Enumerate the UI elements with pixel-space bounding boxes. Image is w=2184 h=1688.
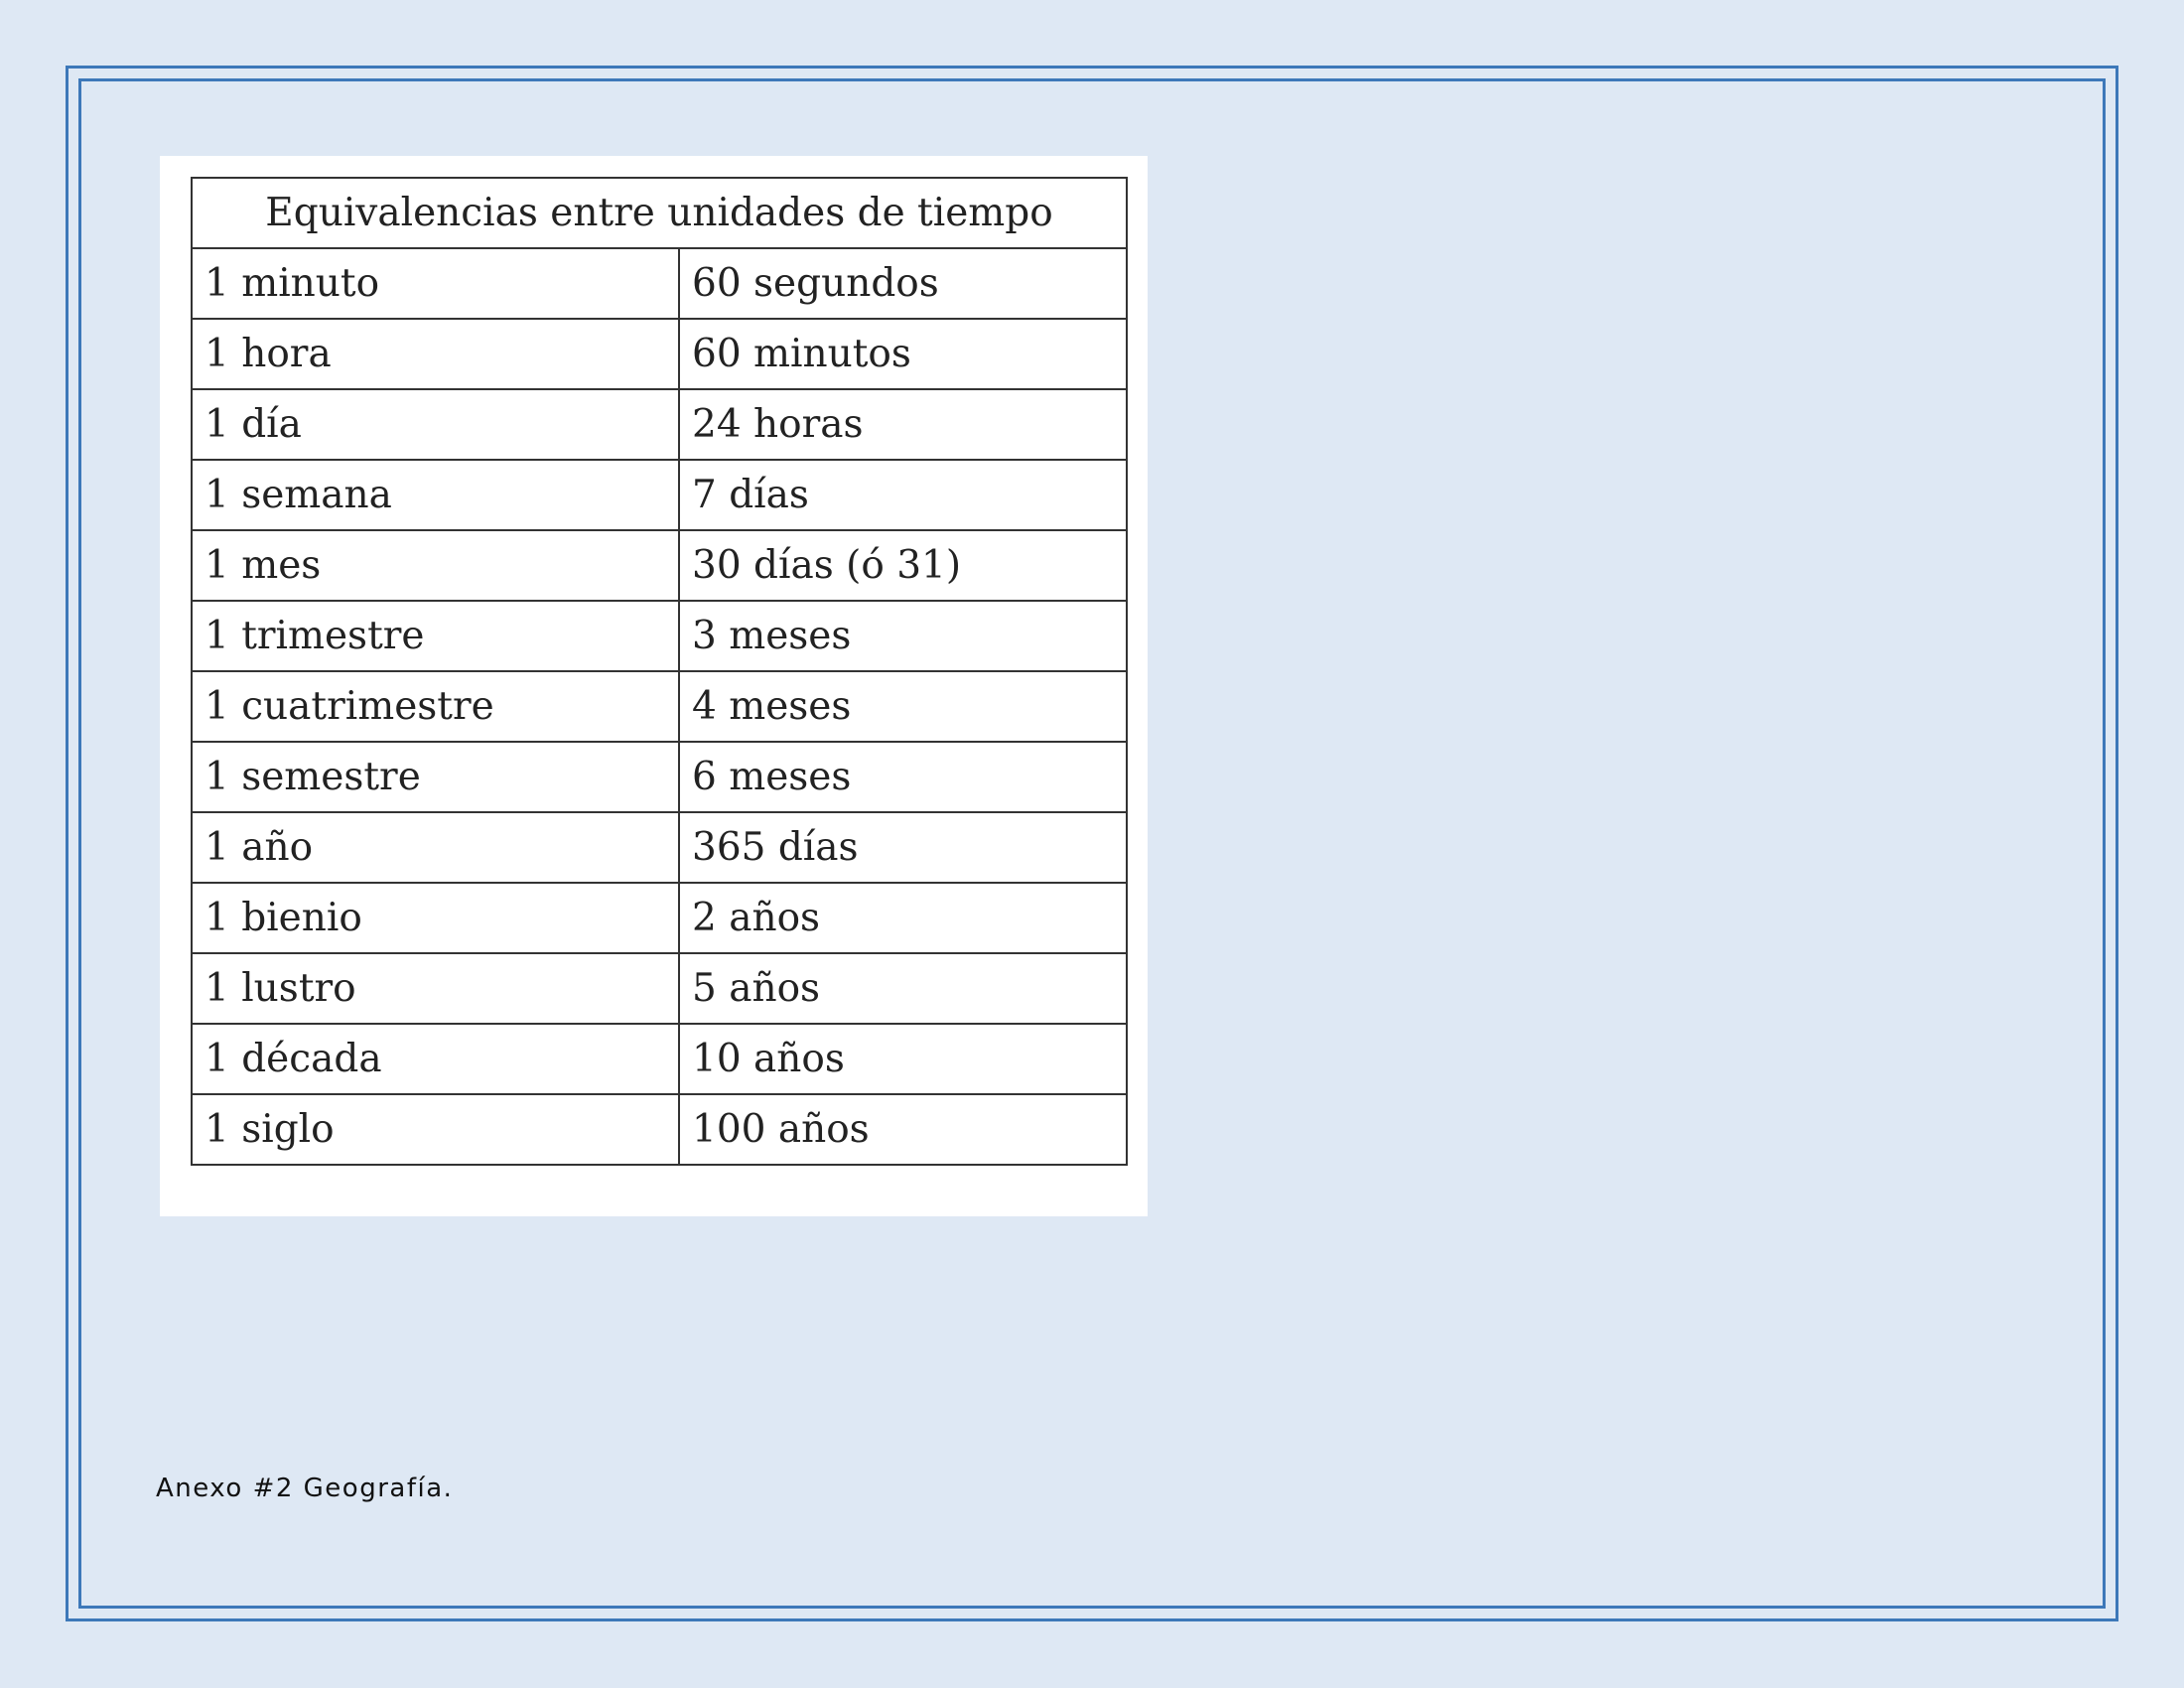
unit-cell: 1 año [192, 812, 679, 883]
table-row [192, 953, 1127, 1024]
unit-cell: 1 siglo [192, 1094, 679, 1165]
table-row [192, 1024, 1127, 1094]
table-row [192, 883, 1127, 953]
table-title: Equivalencias entre unidades de tiempo [192, 178, 1127, 248]
equivalence-cell: 365 días [679, 812, 1127, 883]
unit-cell: 1 mes [192, 530, 679, 601]
table-row [192, 389, 1127, 460]
equivalence-cell: 6 meses [679, 742, 1127, 812]
table-row [192, 601, 1127, 671]
unit-cell: 1 día [192, 389, 679, 460]
annex-caption: Anexo #2 Geografía. [156, 1474, 454, 1503]
time-equivalence-table [191, 177, 1128, 1166]
equivalence-cell: 60 segundos [679, 248, 1127, 319]
time-units-table-image [160, 156, 1148, 1216]
table-row [192, 530, 1127, 601]
equivalence-cell: 100 años [679, 1094, 1127, 1165]
equivalence-cell: 24 horas [679, 389, 1127, 460]
table-row [192, 460, 1127, 530]
equivalence-cell: 30 días (ó 31) [679, 530, 1127, 601]
unit-cell: 1 semana [192, 460, 679, 530]
equivalence-cell: 2 años [679, 883, 1127, 953]
equivalence-cell: 7 días [679, 460, 1127, 530]
unit-cell: 1 minuto [192, 248, 679, 319]
equivalence-cell: 10 años [679, 1024, 1127, 1094]
equivalence-cell: 3 meses [679, 601, 1127, 671]
table-row [192, 319, 1127, 389]
equivalence-cell: 60 minutos [679, 319, 1127, 389]
unit-cell: 1 hora [192, 319, 679, 389]
equivalence-cell: 5 años [679, 953, 1127, 1024]
table-header-row [192, 178, 1127, 248]
table-row [192, 671, 1127, 742]
unit-cell: 1 semestre [192, 742, 679, 812]
table-row [192, 742, 1127, 812]
unit-cell: 1 trimestre [192, 601, 679, 671]
table-row [192, 812, 1127, 883]
unit-cell: 1 lustro [192, 953, 679, 1024]
unit-cell: 1 década [192, 1024, 679, 1094]
unit-cell: 1 cuatrimestre [192, 671, 679, 742]
unit-cell: 1 bienio [192, 883, 679, 953]
table-row [192, 248, 1127, 319]
table-row [192, 1094, 1127, 1165]
equivalence-cell: 4 meses [679, 671, 1127, 742]
